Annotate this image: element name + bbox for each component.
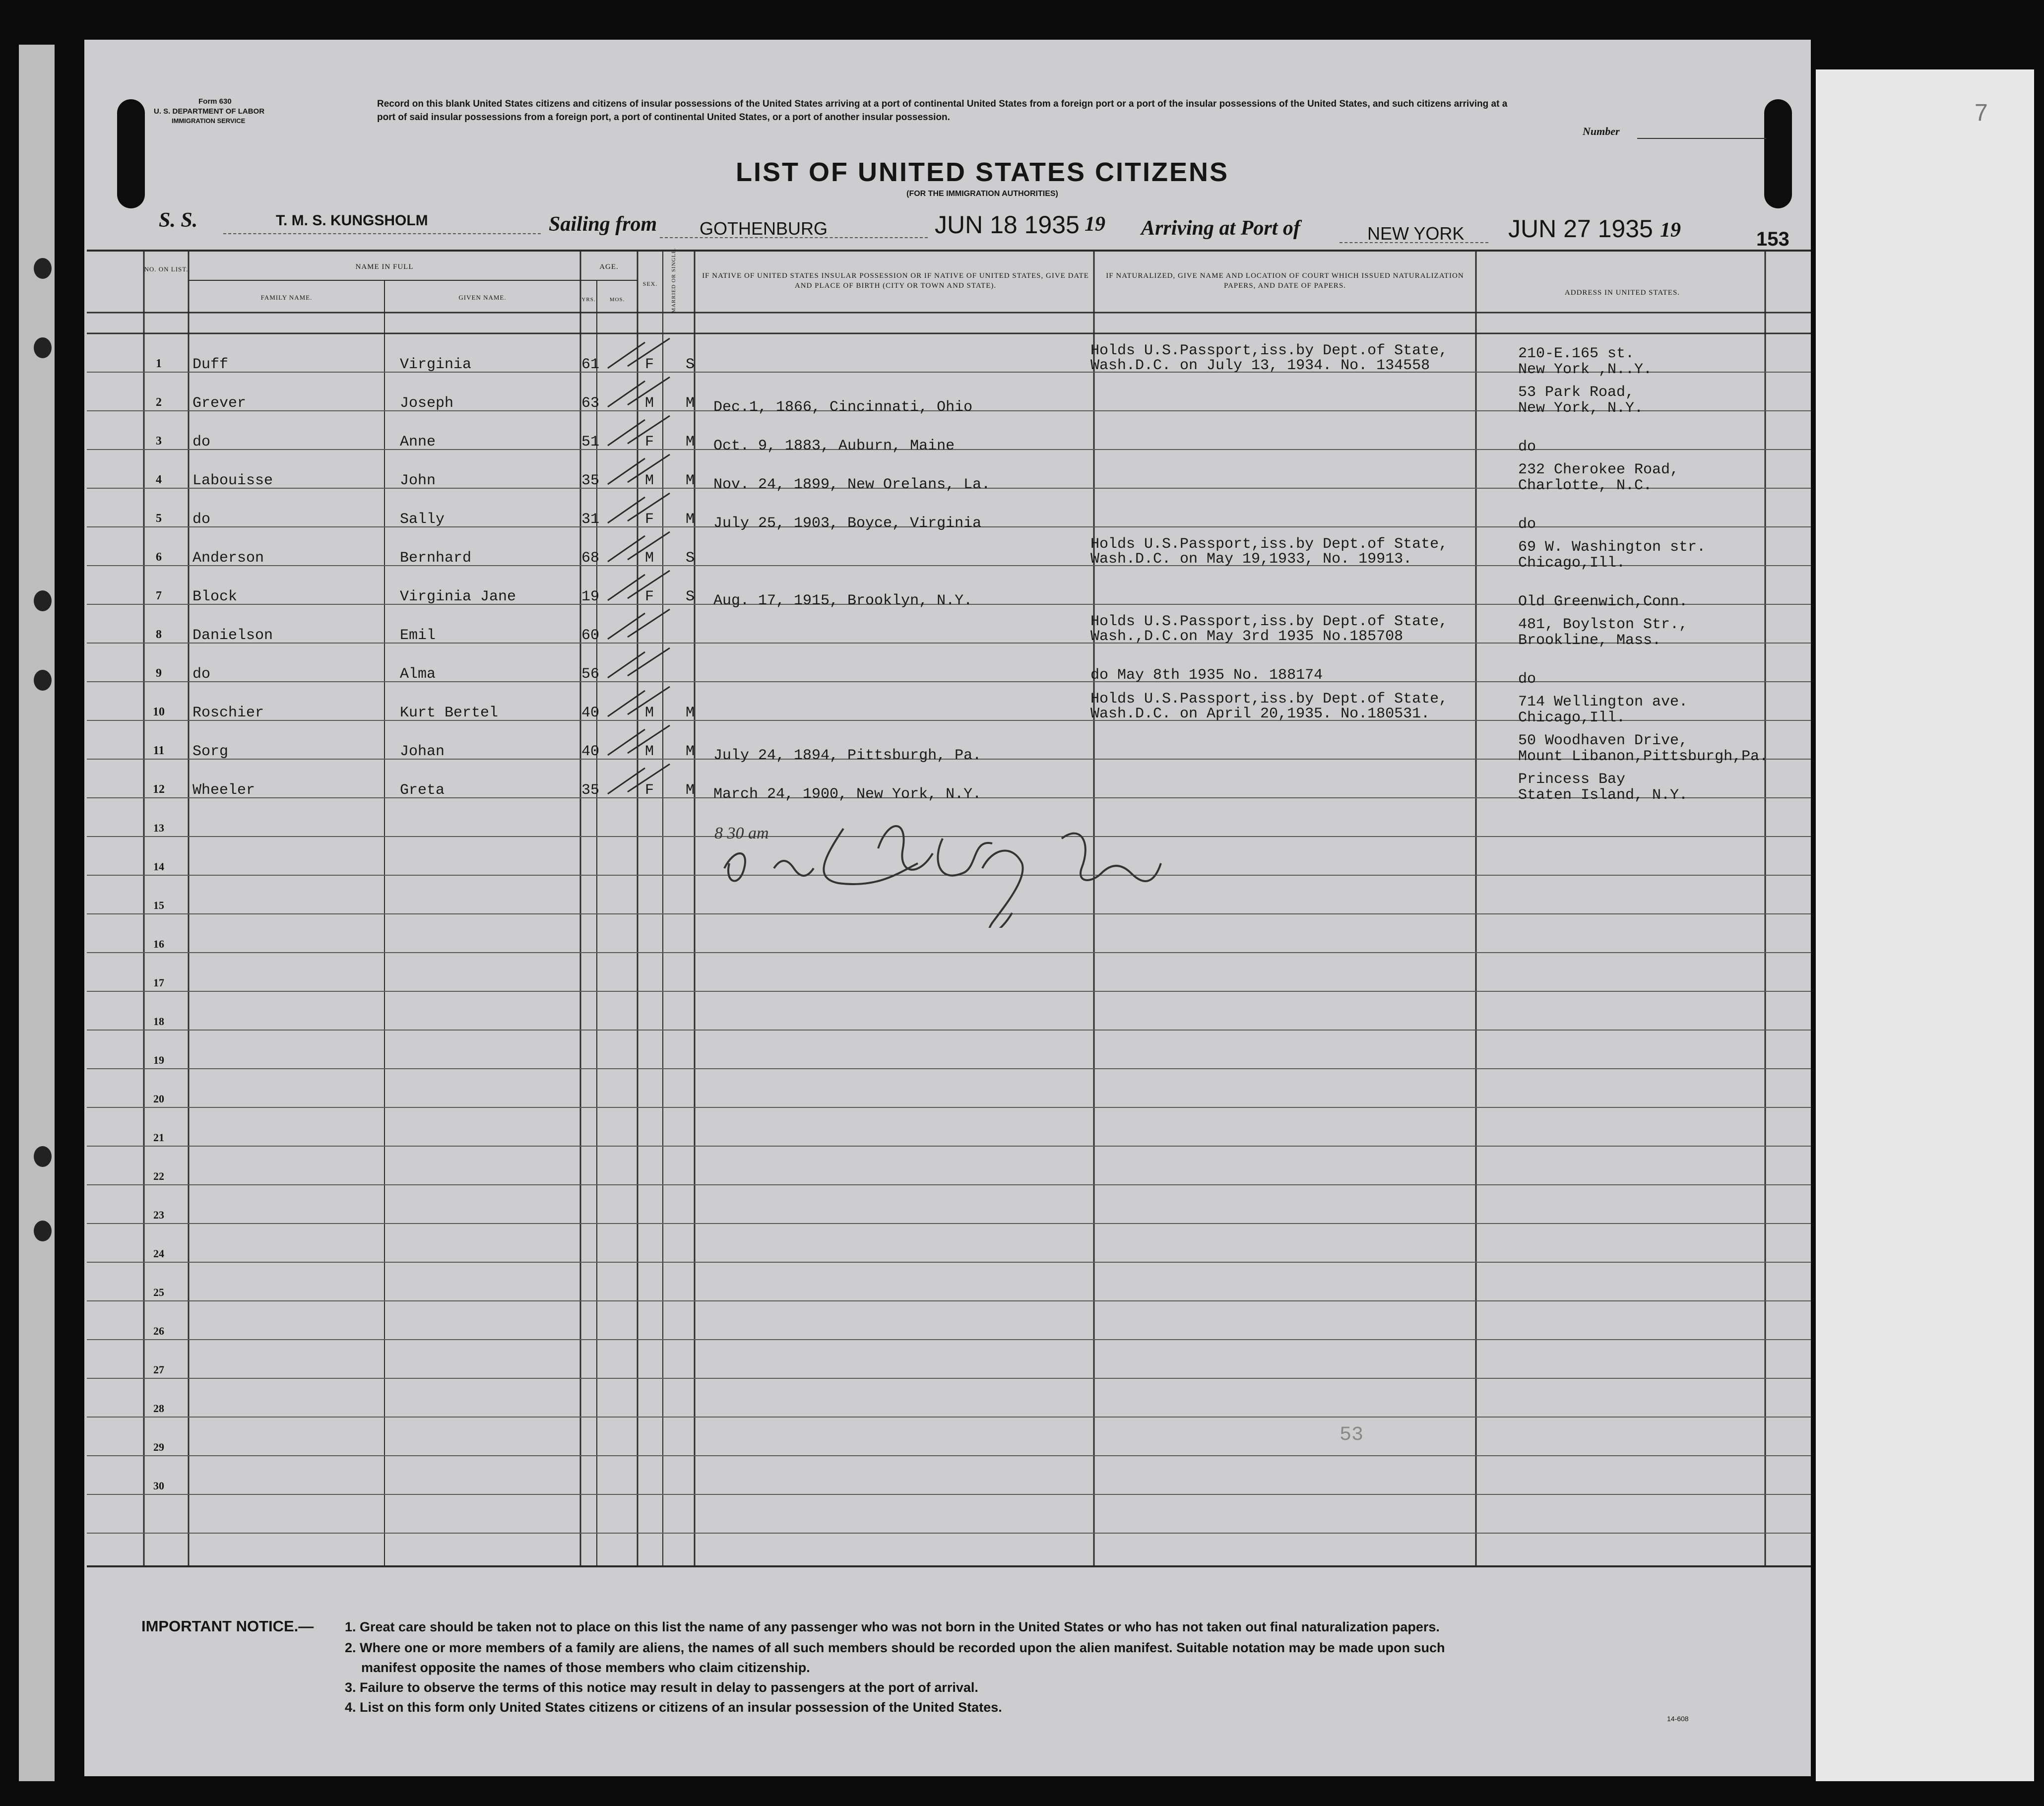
sex: M (645, 705, 654, 721)
naturalization-line-1: Holds U.S.Passport,iss.by Dept.of State, (1090, 536, 1448, 553)
age-years: 40 (581, 705, 600, 721)
address-line-2: Brookline, Mass. (1518, 632, 1661, 649)
address-line-1: 210-E.165 st. (1518, 345, 1635, 362)
age-years: 51 (581, 434, 600, 451)
address-line-1: 481, Boylston Str., (1518, 616, 1688, 633)
birth-date-place: March 24, 1900, New York, N.Y. (713, 786, 982, 803)
col-header-family: FAMILY NAME. (260, 294, 313, 301)
family-name: do (192, 434, 211, 451)
blank-row-number: 23 (153, 1209, 164, 1221)
inspector-signature (714, 809, 1201, 928)
check-tick (608, 338, 670, 368)
naturalization-line-2: Wash.D.C. on April 20,1935. No.180531. (1090, 706, 1430, 722)
blank-row-number: 22 (153, 1170, 164, 1182)
row-number: 6 (156, 551, 162, 564)
check-tick (608, 609, 670, 639)
family-name: Anderson (192, 550, 264, 567)
col-header-age: AGE. (599, 263, 619, 271)
given-name: Johan (400, 743, 445, 760)
notice-item-1: 1. Great care should be taken not to place on this list the name of any passenger who was not born in the United States or who has not taken out final naturalization papers. (345, 1619, 1440, 1634)
address-line-2: Mount Libanon,Pittsburgh,Pa. (1518, 748, 1769, 765)
row-number: 11 (153, 744, 165, 757)
address-line-2: Staten Island, N.Y. (1518, 787, 1688, 804)
given-name: Kurt Bertel (400, 705, 499, 721)
marital-status: M (686, 395, 695, 412)
age-years: 31 (581, 511, 600, 528)
naturalization-line-2: Wash.D.C. on May 19,1933, No. 19913. (1090, 551, 1412, 568)
corner-mark: 7 (1975, 100, 1988, 126)
family-name: Wheeler (192, 782, 256, 799)
naturalization-line-1: Holds U.S.Passport,iss.by Dept.of State, (1090, 613, 1448, 630)
sex: M (645, 395, 654, 412)
sex: M (645, 743, 654, 760)
given-name: Greta (400, 782, 445, 799)
given-name: Alma (400, 666, 436, 683)
check-tick (608, 416, 670, 446)
col-header-naturalized: IF NATURALIZED, GIVE NAME AND LOCATION OF COURT WHICH ISSUED NATURALIZATION PAPERS, AND DATE OF PAPERS. (1106, 272, 1464, 290)
address-line-2: Charlotte, N.C. (1518, 477, 1653, 494)
sex: F (645, 511, 654, 528)
marital-status: M (686, 434, 695, 451)
form-code: 14-608 (1667, 1715, 1689, 1723)
address-line-1: 69 W. Washington str. (1518, 539, 1706, 556)
sailing-label: Sailing from (549, 213, 657, 236)
naturalization-line-1: Holds U.S.Passport,iss.by Dept.of State, (1090, 691, 1448, 708)
notice-item-2b: manifest opposite the names of those members who claim citizenship. (361, 1660, 810, 1675)
svg-text:8 30 am: 8 30 am (714, 824, 769, 842)
marital-status: M (686, 743, 695, 760)
row-number: 12 (153, 783, 165, 796)
birth-date-place: Oct. 9, 1883, Auburn, Maine (713, 438, 955, 454)
age-years: 40 (581, 743, 600, 760)
check-tick (608, 493, 670, 523)
age-years: 63 (581, 395, 600, 412)
arriving-label: Arriving at Port of (1141, 217, 1300, 240)
family-name: do (192, 511, 211, 528)
family-name: Danielson (192, 627, 273, 644)
age-years: 19 (581, 588, 600, 605)
row-number: 10 (153, 706, 165, 718)
age-years: 35 (581, 782, 600, 799)
given-name: Virginia Jane (400, 588, 516, 605)
department-name: U. S. DEPARTMENT OF LABOR (154, 107, 265, 116)
check-tick (608, 725, 670, 755)
check-tick (608, 532, 670, 562)
address-line-2: New York ,N..Y. (1518, 361, 1653, 378)
address-line-1: 714 Wellington ave. (1518, 694, 1688, 710)
blank-row-number: 29 (153, 1441, 164, 1453)
blank-row-number: 18 (153, 1015, 164, 1028)
blank-row-number: 19 (153, 1054, 164, 1066)
family-name: Roschier (192, 705, 264, 721)
row-number: 9 (156, 667, 162, 680)
age-years: 61 (581, 356, 600, 373)
age-years: 68 (581, 550, 600, 567)
given-name: Bernhard (400, 550, 472, 567)
address-line-2: do (1518, 439, 1536, 455)
col-header-birth: IF NATIVE OF UNITED STATES INSULAR POSSESSION OR IF NATIVE OF UNITED STATES, GIVE DATE AND PLACE OF BIRTH (CITY OR TOWN AND STATE). (702, 272, 1089, 290)
check-tick (608, 454, 670, 484)
birth-date-place: July 25, 1903, Boyce, Virginia (713, 515, 982, 532)
col-header-no: NO. ON LIST. (144, 265, 189, 273)
blank-row-number: 27 (153, 1363, 164, 1376)
family-name: Block (192, 588, 238, 605)
age-years: 56 (581, 666, 600, 683)
arrival-year-label: 19 (1660, 219, 1681, 242)
sex: M (645, 472, 654, 489)
family-name: Duff (192, 356, 229, 373)
given-name: Emil (400, 627, 436, 644)
blank-row-number: 13 (153, 822, 164, 834)
given-name: Virginia (400, 356, 472, 373)
number-label: Number (1583, 125, 1620, 137)
blank-row-number: 17 (153, 976, 164, 989)
col-header-yrs: YRS. (581, 297, 596, 303)
check-tick (608, 571, 670, 600)
address-line-1: 50 Woodhaven Drive, (1518, 732, 1688, 749)
row-number: 8 (156, 628, 162, 641)
family-name: Grever (192, 395, 247, 412)
birth-date-place: Nov. 24, 1899, New Orelans, La. (713, 476, 991, 493)
address-line-2: Old Greenwich,Conn. (1518, 593, 1688, 610)
address-line-2: New York, N.Y. (1518, 400, 1644, 417)
address-line-2: do (1518, 516, 1536, 533)
blank-row-number: 21 (153, 1131, 164, 1144)
age-years: 60 (581, 627, 600, 644)
sex: F (645, 434, 654, 451)
sailing-port: GOTHENBURG (700, 218, 828, 239)
check-tick (608, 764, 670, 794)
sailing-date-stamp: JUN 18 1935 (935, 211, 1080, 239)
address-line-2: Chicago,Ill. (1518, 710, 1626, 726)
address-line-1: 232 Cherokee Road, (1518, 461, 1679, 478)
family-name: do (192, 666, 211, 683)
form-number: Form 630 (198, 97, 232, 106)
check-tick (608, 687, 670, 716)
ss-label: S. S. (159, 209, 198, 232)
given-name: Sally (400, 511, 445, 528)
blank-row-number: 30 (153, 1480, 164, 1492)
row-number: 2 (156, 396, 162, 409)
notice-item-2: 2. Where one or more members of a family are aliens, the names of all such members should be recorded upon the alien manifest. Suitable notation may be made upon such (345, 1640, 1445, 1655)
row-number: 1 (156, 357, 162, 370)
blank-row-number: 25 (153, 1286, 164, 1298)
address-line-1: Princess Bay (1518, 771, 1626, 788)
age-years: 35 (581, 472, 600, 489)
ship-name: T. M. S. KUNGSHOLM (276, 212, 428, 229)
form-instruction: Record on this blank United States citizens and citizens of insular possessions of the United States arriving at a port of continental United States from a foreign port or a port of the insular possessions of the United States, and such citizens arriving at a port of said insular possessions from a foreign port, a port of continental United States, or a port of another insular possession. (377, 99, 1508, 123)
family-name: Sorg (192, 743, 229, 760)
marital-status: S (686, 356, 695, 373)
col-header-mos: MOS. (609, 297, 625, 303)
arrival-date-stamp: JUN 27 1935 (1508, 215, 1653, 243)
given-name: Anne (400, 434, 436, 451)
page-number: 153 (1756, 228, 1789, 250)
sex: F (645, 356, 654, 373)
col-header-sex: SEX. (642, 280, 658, 287)
document-subtitle: (FOR THE IMMIGRATION AUTHORITIES) (906, 190, 1058, 198)
given-name: John (400, 472, 436, 489)
naturalization-line-2: Wash.,D.C.on May 3rd 1935 No.185708 (1090, 628, 1404, 645)
row-number: 4 (156, 473, 162, 486)
row-number: 5 (156, 512, 162, 525)
marital-status: S (686, 588, 695, 605)
birth-date-place: Aug. 17, 1915, Brooklyn, N.Y. (713, 592, 973, 609)
naturalization-line-1: Holds U.S.Passport,iss.by Dept.of State, (1090, 342, 1448, 359)
sex: F (645, 588, 654, 605)
given-name: Joseph (400, 395, 454, 412)
naturalization-line-2: do May 8th 1935 No. 188174 (1090, 667, 1323, 684)
stamp-53: 53 (1340, 1424, 1364, 1446)
marital-status: M (686, 705, 695, 721)
col-header-given: GIVEN NAME. (458, 294, 507, 301)
birth-date-place: July 24, 1894, Pittsburgh, Pa. (713, 747, 982, 764)
family-name: Labouisse (192, 472, 273, 489)
blank-row-number: 15 (153, 899, 164, 911)
row-number: 3 (156, 435, 162, 448)
check-tick (608, 648, 670, 678)
marital-status: M (686, 511, 695, 528)
blank-row-number: 20 (153, 1093, 164, 1105)
birth-date-place: Dec.1, 1866, Cincinnati, Ohio (713, 399, 973, 416)
notice-heading: IMPORTANT NOTICE.— (141, 1617, 314, 1635)
address-line-2: do (1518, 671, 1536, 688)
blank-row-number: 16 (153, 938, 164, 950)
marital-status: M (686, 472, 695, 489)
address-line-1: 53 Park Road, (1518, 384, 1635, 401)
notice-item-4: 4. List on this form only United States citizens or citizens of an insular possession of the United States. (345, 1700, 1002, 1715)
col-header-name: NAME IN FULL (355, 263, 414, 271)
blank-row-number: 28 (153, 1402, 164, 1415)
sailing-year-label: 19 (1085, 213, 1105, 236)
blank-row-number: 14 (153, 860, 164, 873)
notice-item-3: 3. Failure to observe the terms of this notice may result in delay to passengers at the port of arrival. (345, 1680, 978, 1695)
document-title: LIST OF UNITED STATES CITIZENS (736, 157, 1229, 187)
naturalization-line-2: Wash.D.C. on July 13, 1934. No. 134558 (1090, 357, 1430, 374)
arrival-port: NEW YORK (1367, 223, 1465, 244)
col-header-address: ADDRESS IN UNITED STATES. (1564, 289, 1680, 297)
check-tick (608, 377, 670, 407)
address-line-2: Chicago,Ill. (1518, 555, 1626, 572)
marital-status: M (686, 782, 695, 799)
col-header-married: MARRIED OR SINGLE. (671, 248, 677, 313)
sex: M (645, 550, 654, 567)
blank-row-number: 26 (153, 1325, 164, 1337)
blank-row-number: 24 (153, 1247, 164, 1260)
service-name: IMMIGRATION SERVICE (172, 117, 246, 125)
sex: F (645, 782, 654, 799)
marital-status: S (686, 550, 695, 567)
row-number: 7 (156, 589, 162, 602)
